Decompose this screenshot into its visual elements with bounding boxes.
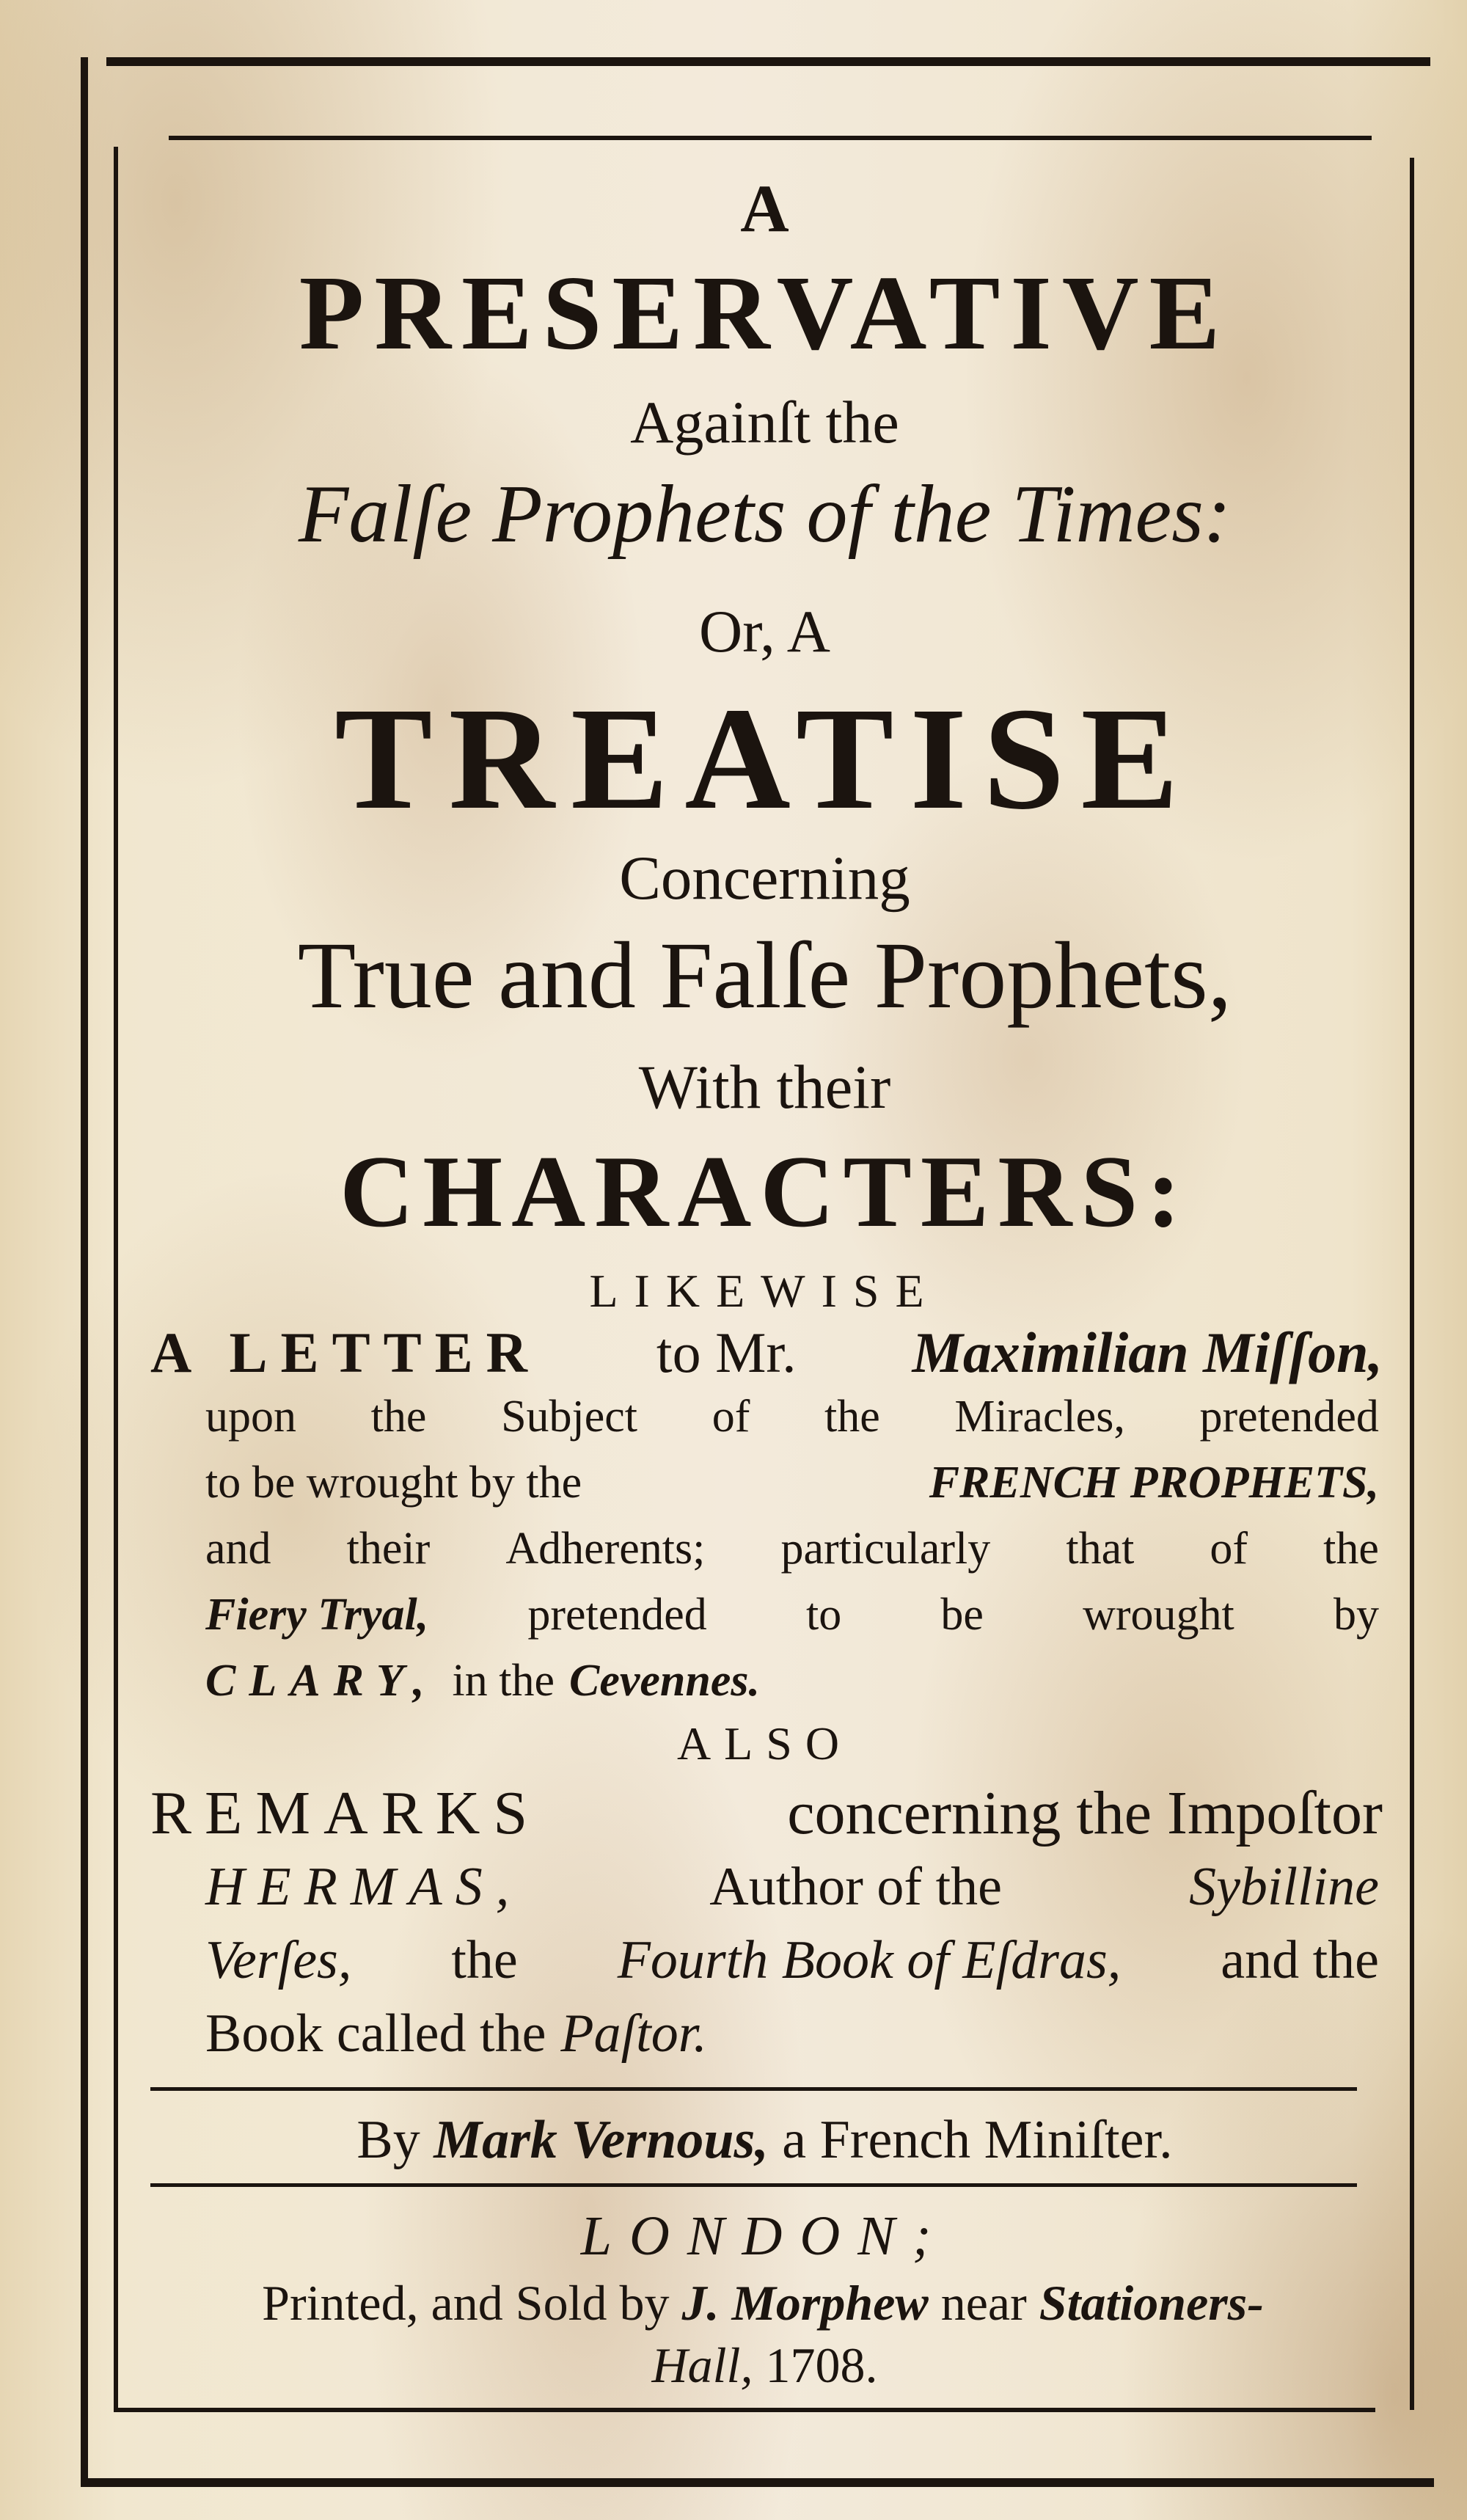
word: and: [205, 1524, 271, 1574]
text-segment: in the: [452, 1656, 555, 1706]
word: Subject: [501, 1392, 638, 1442]
title-characters: CHARACTERS:: [340, 1135, 1190, 1249]
letter-line-5: [205, 1590, 1379, 1640]
letter-line-4: [205, 1524, 1379, 1574]
title-with-their: With their: [638, 1053, 891, 1122]
letter-line-3: [205, 1458, 1379, 1508]
inner-border-left: [114, 147, 118, 2408]
text-segment: concerning the Impoſtor: [787, 1779, 1383, 1847]
fourth-book-esdras: Fourth Book of Eſdras,: [617, 1930, 1122, 1990]
letter-heading: A LETTER: [150, 1321, 541, 1384]
imprint-hall-year: [121, 2337, 1408, 2393]
text-segment: and the: [1221, 1930, 1379, 1990]
hermas: HERMAS,: [205, 1857, 523, 1917]
title-false-prophets: Falſe Prophets of the Times:: [298, 469, 1232, 560]
imprint-year: 1708.: [765, 2337, 878, 2393]
title-treatise: TREATISE: [334, 678, 1195, 840]
title-concerning: Concerning: [619, 844, 910, 913]
word: of: [711, 1392, 750, 1442]
imprint-hall: Hall,: [651, 2337, 753, 2393]
remarks-line-4: [205, 2004, 707, 2064]
imprint-place: Stationers-: [1039, 2275, 1264, 2331]
outer-border-top: [106, 57, 1430, 66]
word: pretended: [1199, 1392, 1379, 1442]
word: by: [1333, 1590, 1379, 1640]
word: upon: [205, 1392, 296, 1442]
title-against: Againſt the: [630, 389, 899, 456]
author-by: By: [356, 2110, 420, 2170]
word: of: [1210, 1524, 1248, 1574]
word: pretended: [527, 1590, 707, 1640]
letter-to: to Mr.: [656, 1321, 797, 1384]
inner-border-bottom: [114, 2408, 1375, 2412]
word: that: [1066, 1524, 1135, 1574]
inner-border-top: [169, 136, 1372, 140]
word: the: [451, 1930, 518, 1990]
word: Adherents;: [505, 1524, 706, 1574]
word: wrought: [1083, 1590, 1234, 1640]
sybilline: Sybilline: [1189, 1857, 1379, 1917]
word: their: [346, 1524, 431, 1574]
outer-border-bottom: [88, 2478, 1434, 2487]
french-prophets: FRENCH PROPHETS,: [929, 1458, 1379, 1508]
word: particularly: [780, 1524, 991, 1574]
remarks-line-1: [150, 1779, 1383, 1847]
letter-line-1: [150, 1321, 1383, 1384]
imprint-printer: J. Morphew: [681, 2275, 929, 2331]
word: to: [806, 1590, 842, 1640]
text-segment: to be wrought by the: [205, 1458, 582, 1508]
word: the: [1323, 1524, 1379, 1574]
text-segment: Author of the: [709, 1857, 1002, 1917]
imprint-near: near: [940, 2275, 1027, 2331]
word: the: [824, 1392, 880, 1442]
title-article: A: [740, 171, 789, 246]
letter-line-6: [205, 1656, 761, 1706]
imprint-printed: [132, 2275, 1394, 2331]
inner-border-right: [1410, 158, 1414, 2410]
author-rule-bottom: [150, 2183, 1357, 2187]
clary: CLARY,: [205, 1656, 438, 1706]
title-main: PRESERVATIVE: [299, 255, 1231, 372]
imprint-city: LONDON;: [580, 2205, 949, 2267]
author-line: [121, 2110, 1408, 2170]
letter-line-2: [205, 1392, 1379, 1442]
fiery-tryal: Fiery Tryal,: [205, 1590, 429, 1640]
word: be: [940, 1590, 984, 1640]
word: the: [370, 1392, 427, 1442]
text-segment: Book called the: [205, 2004, 546, 2064]
remarks-line-3: [205, 1930, 1379, 1990]
verses: Verſes,: [205, 1930, 352, 1990]
cevennes: Cevennes.: [568, 1656, 761, 1706]
word: Miracles,: [954, 1392, 1125, 1442]
likewise-heading: LIKEWISE: [589, 1265, 940, 1317]
author-rule-top: [150, 2087, 1357, 2091]
title-or: Or, A: [699, 598, 830, 665]
letter-recipient: Maximilian Miſſon,: [912, 1321, 1383, 1384]
author-description: a French Miniſter.: [782, 2110, 1173, 2170]
remarks-heading: REMARKS: [150, 1779, 541, 1847]
title-true-false: True and Falſe Prophets,: [297, 923, 1232, 1029]
pastor: Paſtor.: [560, 2004, 707, 2064]
also-heading: ALSO: [676, 1717, 853, 1770]
outer-border-left: [81, 57, 88, 2487]
author-name: Mark Vernous,: [433, 2110, 769, 2170]
remarks-line-2: [205, 1857, 1379, 1917]
imprint-printed-by: Printed, and Sold by: [262, 2275, 670, 2331]
